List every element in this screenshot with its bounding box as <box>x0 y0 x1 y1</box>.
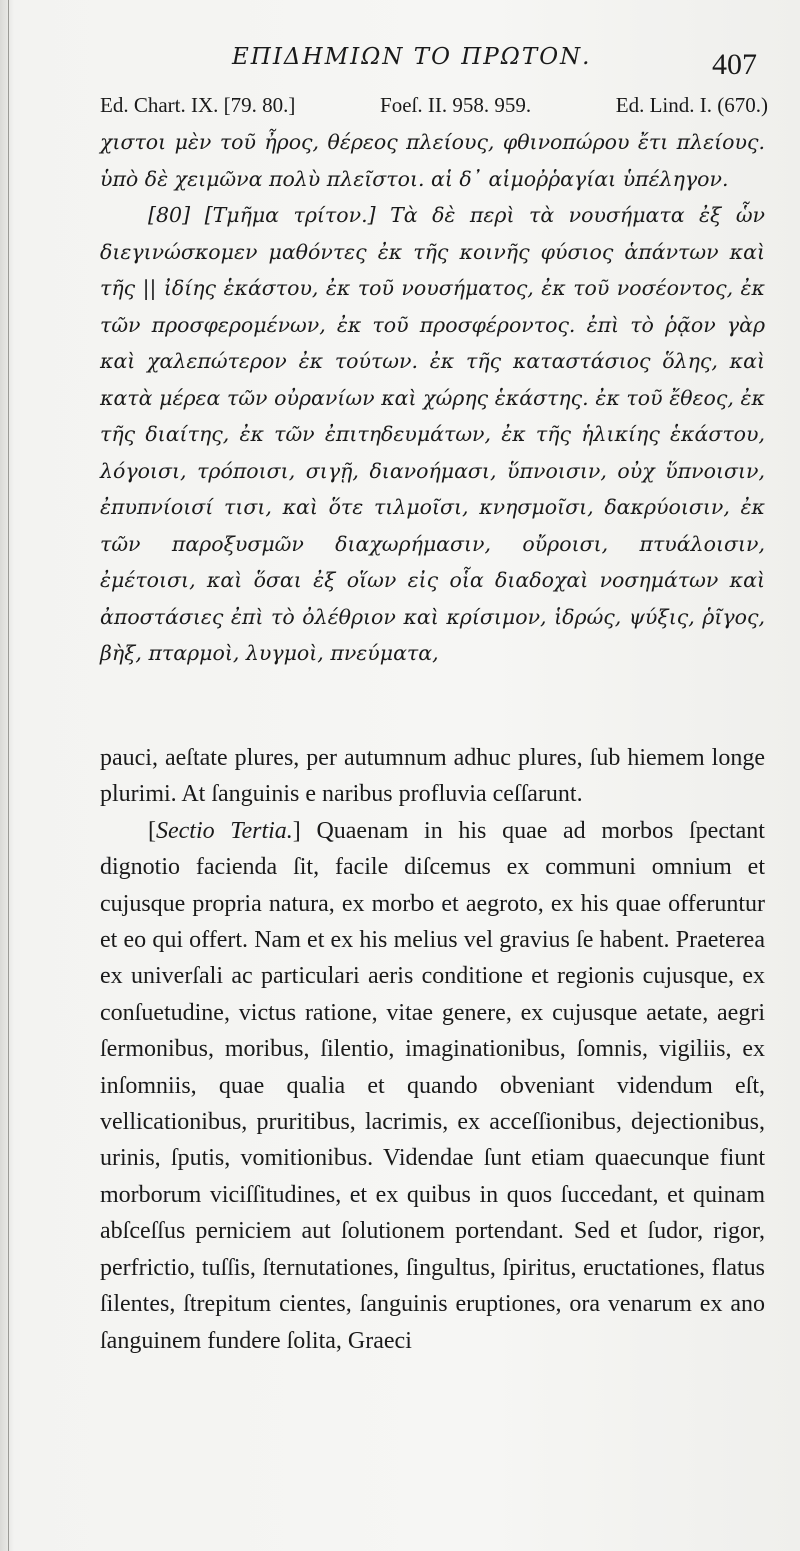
latin-paragraph: [Sectio Tertia.] Quaenam in his quae ad morbos ſpectant dignotio facienda ſit, facile diſcemus ex communi omnium et cujusque propria natura, ex morbo et aegroto, ex his quae offeruntur et eo qui offert. Nam et ex his melius vel gravius ſe habent. Praeterea ex univerſali ac particulari aeris conditione et regionis cujusque, ex conſuetudine, victus ratione, vitae genere, ex cujusque aetate, aegri ſermonibus, moribus, ſilentio, imaginationibus, ſomnis, vigiliis, ex inſomniis, quae qualia et quando obveniant videndum eſt, vellicationibus, pruritibus, lacrimis, ex acceſſionibus, dejectionibus, urinis, ſputis, vomitionibus. Videndae ſunt etiam quaecunque fiunt morborum viciſſitudines, et ex quibus in quos ſuccedant, et quinam abſceſſus perniciem aut ſolutionem portendant. Sed et ſudor, rigor, perfrictio, tuſſis, ſternutationes, ſingultus, ſpiritus, eructationes, flatus ſilentes, ſtrepitum cientes, ſanguinis eruptiones, ora venarum ex ano ſanguinem fundere ſolita, Graeci <box>100 817 765 1354</box>
edition-ref-foes: Foeſ. II. 958. 959. <box>380 93 532 117</box>
greek-paragraph: [80] [Τμῆμα τρίτον.] Τὰ δὲ περὶ τὰ νουσήματα ἐξ ὧν διεγινώσκομεν μαθόντες ἐκ τῆς κοινῆς φύσιος ἁπάντων καὶ τῆς || ἰδίης ἑκάστου, ἐκ τοῦ νουσήματος, ἐκ τοῦ νοσέοντος, ἐκ τῶν προσφερομένων, ἐκ τοῦ προσφέροντος. ἐπὶ τὸ ῥᾷον γὰρ καὶ χαλεπώτερον ἐκ τούτων. ἐκ τῆς καταστάσιος ὅλης, καὶ κατὰ μέρεα τῶν οὐρανίων καὶ χώρης ἑκάστης. ἐκ τοῦ ἔθεος, ἐκ τῆς διαίτης, ἐκ τῶν ἐπιτηδευμάτων, ἐκ τῆς ἡλικίης ἑκάστου, λόγοισι, τρόποισι, σιγῇ, διανοήμασι, ὕπνοισιν, οὐχ ὕπνοισιν, ἐπυπνίοισί τισι, καὶ ὅτε τιλμοῖσι, κνησμοῖσι, δακρύοισιν, ἐκ τῶν παροξυσμῶν διαχωρήμασιν, οὔροισι, πτυάλοισιν, ἐμέτοισι, καὶ ὅσαι ἐξ οἵων εἰς οἷα διαδοχαὶ νοσημάτων καὶ ἀποστάσιες ἐπὶ τὸ ὀλέθριον καὶ κρίσιμον, ἱδρώς, ψύξις, ῥῖγος, βὴξ, πταρμοὶ, λυγμοὶ, πνεύματα, <box>100 203 765 665</box>
greek-paragraph: χιστοι μὲν τοῦ ἦρος, θέρεος πλείους, φθινοπώρου ἔτι πλείους. ὑπὸ δὲ χειμῶνα πολὺ πλεῖστοι. αἱ δ᾽ αἱμοῤῥαγίαι ὑπέληγον. <box>100 130 765 191</box>
binding-gutter <box>8 0 9 1551</box>
latin-text <box>100 740 765 1359</box>
latin-paragraph-body: Quaenam in his quae ad morbos ſpectant dignotio facienda ſit, facile diſcemus ex communi omnium et cujusque propria natura, ex morbo et aegroto, ex his quae offeruntur et eo qui offert. Nam et ex his melius vel gravius ſe habent. Praeterea ex univerſali ac particulari aeris conditione et regionis cujusque, ex conſuetudine, victus ratione, vitae genere, ex cujusque aetate, aegri ſermonibus, moribus, ſilentio, imaginationibus, ſomnis, vigiliis, ex inſomniis, quae qualia et quando obveniant videndum eſt, vellicationibus, pruritibus, lacrimis, ex acceſſionibus, dejectionibus, urinis, ſputis, vomitionibus. Videndae ſunt etiam quaecunque fiunt morborum viciſſitudines, et ex quibus in quos ſuccedant, et quinam abſceſſus perniciem aut ſolutionem portendant. Sed et ſudor, rigor, perfrictio, tuſſis, ſternutationes, ſingultus, ſpiritus, eructationes, flatus ſilentes, ſtrepitum cientes, ſanguinis eruptiones, ora venarum ex ano ſanguinem fundere ſolita, Graeci <box>100 817 765 1354</box>
page-number: 407 <box>712 48 757 81</box>
latin-paragraph: pauci, aeſtate plures, per autumnum adhuc plures, ſub hiemem longe plurimi. At ſanguinis e naribus profluvia ceſſarunt. <box>100 745 765 808</box>
edition-ref-chart: Ed. Chart. IX. [79. 80.] <box>100 93 296 117</box>
section-label: Sectio Tertia. <box>156 817 293 844</box>
running-title: ΕΠΙΔΗΜΙΩΝ ΤΟ ΠΡΩΤΟΝ. <box>232 44 592 70</box>
greek-text <box>100 124 765 672</box>
edition-references <box>100 93 768 118</box>
edition-ref-lind: Ed. Lind. I. (670.) <box>615 93 768 117</box>
